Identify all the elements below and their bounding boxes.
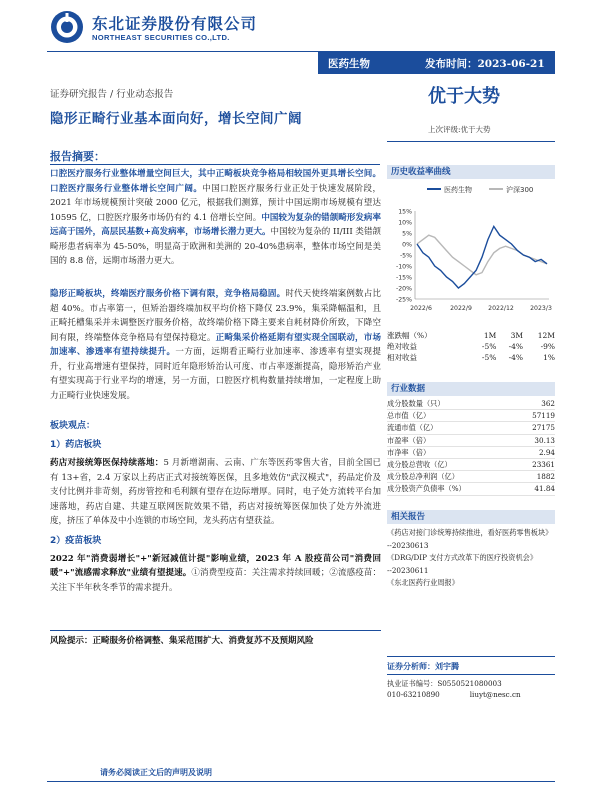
x-tick-label: 2022/9 <box>450 305 472 312</box>
series-line <box>417 226 547 288</box>
analyst-license: 执业证书编号：S0550521080003 <box>387 679 502 688</box>
y-tick-label: 0% <box>402 241 412 249</box>
footer-divider <box>47 781 555 782</box>
data-value: 1882 <box>517 471 555 483</box>
performance-header-12m: 12M <box>537 331 555 340</box>
related-report-date: --20230613 <box>387 540 429 550</box>
performance-row-label: 绝对收益 <box>387 342 417 351</box>
x-tick-label: 2022/6 <box>410 305 432 312</box>
analyst-box <box>387 656 555 700</box>
para3-text: 5 月新增湖南、云南、广东等医药零售大省，目前全国已有 13+省，2.4 万家以上药店正式对接统筹医保，且多地效仿"武汉模式"，药品定价及支付比例并非苛刻，药房管控和毛利额有望存在边际增厚。同时，电子处方流转平台加速落地，药店自建、共建互联网医院效果不错，药店对接统筹医保加快了处方外流进度，挤压了单体及中小连锁的市场空间，龙头药店有望获益。 <box>50 458 381 526</box>
industry-data-table <box>387 398 555 496</box>
para4-text: ①消费型疫苗：关注需求持续回暖；②流感疫苗：关注下半年秋冬季节的需求提升。 <box>50 568 381 593</box>
x-tick-label: 2022/12 <box>488 305 514 312</box>
data-label: 成分股数量（只） <box>387 398 517 410</box>
performance-cell: -4% <box>508 342 524 351</box>
data-value: 30.13 <box>517 434 555 446</box>
logo-icon <box>50 10 84 44</box>
vaccine-heading: 2）疫苗板块 <box>50 535 102 546</box>
paragraph-pharmacy <box>50 456 381 529</box>
legend-label: 医药生物 <box>444 186 472 194</box>
y-tick-label: -10% <box>396 263 412 271</box>
y-tick-label: -15% <box>396 274 412 282</box>
x-tick-label: 2023/3 <box>530 305 552 312</box>
legend-label: 沪深300 <box>506 186 534 194</box>
performance-cell: -4% <box>508 353 524 362</box>
company-logo <box>50 10 280 46</box>
data-value: 362 <box>517 398 555 410</box>
para3-lead: 药店对接统筹医保持续落地： <box>50 458 164 468</box>
performance-cell: 1% <box>543 353 555 362</box>
return-chart <box>387 181 555 321</box>
table-row <box>387 410 555 422</box>
summary-divider <box>50 164 380 165</box>
analyst-phone: 010-63210890 <box>387 690 440 699</box>
performance-header-3m: 3M <box>510 331 524 340</box>
report-title: 隐形正畸行业基本面向好，增长空间广阔 <box>50 111 302 127</box>
header-banner <box>318 52 555 74</box>
views-section <box>50 419 381 595</box>
performance-header-1m: 1M <box>483 331 497 340</box>
analyst-name: 证券分析师：刘宇腾 <box>387 661 555 675</box>
footer-disclaimer: 请务必阅读正文后的声明及说明 <box>100 767 212 777</box>
data-label: 成分股资产负债率（%） <box>387 483 517 495</box>
y-tick-label: 10% <box>398 219 412 227</box>
y-tick-label: 5% <box>402 230 412 238</box>
performance-row-label: 相对收益 <box>387 353 417 362</box>
related-report-link[interactable]: 《东北医药行业周报》 <box>387 578 459 587</box>
risk-divider <box>50 630 381 631</box>
data-label: 成分股总净利润（亿） <box>387 471 517 483</box>
para1-text-a: 中国口腔医疗服务行业正处于快速发展阶段，2021 年市场规模预计突破 2000 亿元，根据我们测算，预计中国远期市场规模有望达 10595 亿，口腔医疗服务市场仍有约 4.1 倍增长空间。 <box>50 183 381 223</box>
performance-table <box>387 330 555 363</box>
publish-date: 发布时间：2023-06-21 <box>425 58 545 70</box>
paragraph-orthodontics <box>50 287 381 403</box>
chart-title: 历史收益率曲线 <box>387 165 555 179</box>
y-tick-label: -5% <box>399 252 412 260</box>
industry-label: 医药生物 <box>328 58 370 70</box>
data-value: 23361 <box>517 459 555 471</box>
related-report-link[interactable]: 《DRG/DIP 支付方式改革下的医疗投资机会》 <box>387 553 538 562</box>
para2-text-b: 一方面，远期看正畸行业加速率、渗透率有望实现提升，行业高增速有望保持，同时近年隐形矫治认可度、市占率逐渐提高，隐形矫治产业有望实现高于行业平均的增速，另一方面，口腔医疗机构数量持续增加，一定程度上助力正畸行业快速发展。 <box>50 347 381 401</box>
table-row <box>387 352 555 363</box>
y-tick-label: -20% <box>396 285 412 293</box>
summary-heading: 报告摘要： <box>50 150 105 163</box>
performance-header-label: 涨跌幅（%） <box>387 331 432 340</box>
para4-lead: 2022 年"消费弱增长"+"新冠减值计提"影响业绩，2023 年 A 股疫苗公司"消费回暖"+"流感需求释放"业绩有望提速。 <box>50 553 381 578</box>
paragraph-vaccine <box>50 552 381 596</box>
table-row <box>387 446 555 458</box>
analyst-email[interactable]: liuyt@nesc.cn <box>469 690 521 699</box>
data-label: 市盈率（倍） <box>387 434 517 446</box>
table-row <box>387 483 555 495</box>
data-label: 市净率（倍） <box>387 446 517 458</box>
table-row <box>387 459 555 471</box>
related-reports-title: 相关报告 <box>387 510 555 524</box>
related-report-link[interactable]: 《药店对接门诊统筹持续推进，看好医药零售板块》 <box>387 528 553 537</box>
summary-body <box>50 167 381 269</box>
related-report-date: --20230611 <box>387 565 429 575</box>
pharmacy-heading: 1）药店板块 <box>50 440 102 450</box>
side-divider <box>387 141 555 142</box>
company-name-en: NORTHEAST SECURITIES CO.,LTD. <box>92 33 230 42</box>
performance-header-row <box>387 330 555 341</box>
orthodontics-section <box>50 287 381 403</box>
performance-cell: -5% <box>481 353 497 362</box>
analyst-contact <box>387 689 555 700</box>
y-tick-label: 15% <box>398 208 412 216</box>
performance-cell: -9% <box>540 342 555 351</box>
para1-lead-b: 中国较为复杂的错颌畸形发病率远高于国外，高层民基数+高发病率，市场增长潜力更大。 <box>50 212 381 237</box>
paragraph-oral-market <box>50 167 381 269</box>
table-row <box>387 434 555 446</box>
data-value: 2.94 <box>517 446 555 458</box>
company-name-cn: 东北证券股份有限公司 <box>92 15 258 33</box>
performance-cell: -5% <box>481 342 497 351</box>
y-tick-label: -25% <box>396 296 412 304</box>
data-label: 成分股总营收（亿） <box>387 459 517 471</box>
data-value: 27175 <box>517 422 555 434</box>
data-label: 总市值（亿） <box>387 410 517 422</box>
report-type: 证券研究报告 / 行业动态报告 <box>50 89 174 100</box>
para1-text-b: 中国较为复杂的 II/III 类错颌畸形患者病率为 45-50%，明显高于欧洲和美洲的 20-40%患病率，整体市场空间是美国的 8.8 倍，远期市场潜力更大。 <box>50 227 381 266</box>
industry-data-title: 行业数据 <box>387 382 555 396</box>
data-label: 流通市值（亿） <box>387 422 517 434</box>
para1-lead: 口腔医疗服务行业整体增量空间巨大，其中正畸板块竞争格局相较国外更具增长空间。口腔医疗服务行业整体增长空间广阔。 <box>50 169 381 194</box>
data-value: 57119 <box>517 410 555 422</box>
views-heading: 板块观点： <box>50 421 96 431</box>
para2-lead: 隐形正畸板块，终端医疗服务价格下调有限，竞争格局稳固。 <box>50 289 286 299</box>
table-row <box>387 471 555 483</box>
para2-lead-b: 正畸集采价格延期有望实现全国联动，市场加速率、渗透率有望持续提升。 <box>50 332 381 357</box>
rating: 优于大势 <box>428 86 500 107</box>
previous-rating: 上次评级:优于大势 <box>428 125 491 134</box>
table-row <box>387 398 555 410</box>
para2-text-a: 时代天使终端案例数占比超 40%。市占率第一，但矫治器终端加权平均价格下降仅 23.9%，集采降幅温和，且正畸托槽集采并未调整医疗服务价格，故终端价格下降主要来自耗材降价所致，下降空间有限，终端整体竞争格局有望保持稳定。 <box>50 289 381 343</box>
related-reports-list <box>387 527 555 590</box>
table-row <box>387 422 555 434</box>
risk-warning: 风险提示：正畸服务价格调整、集采范围扩大、消费复苏不及预期风险 <box>50 636 314 646</box>
table-row <box>387 341 555 352</box>
data-value: 41.84 <box>517 483 555 495</box>
